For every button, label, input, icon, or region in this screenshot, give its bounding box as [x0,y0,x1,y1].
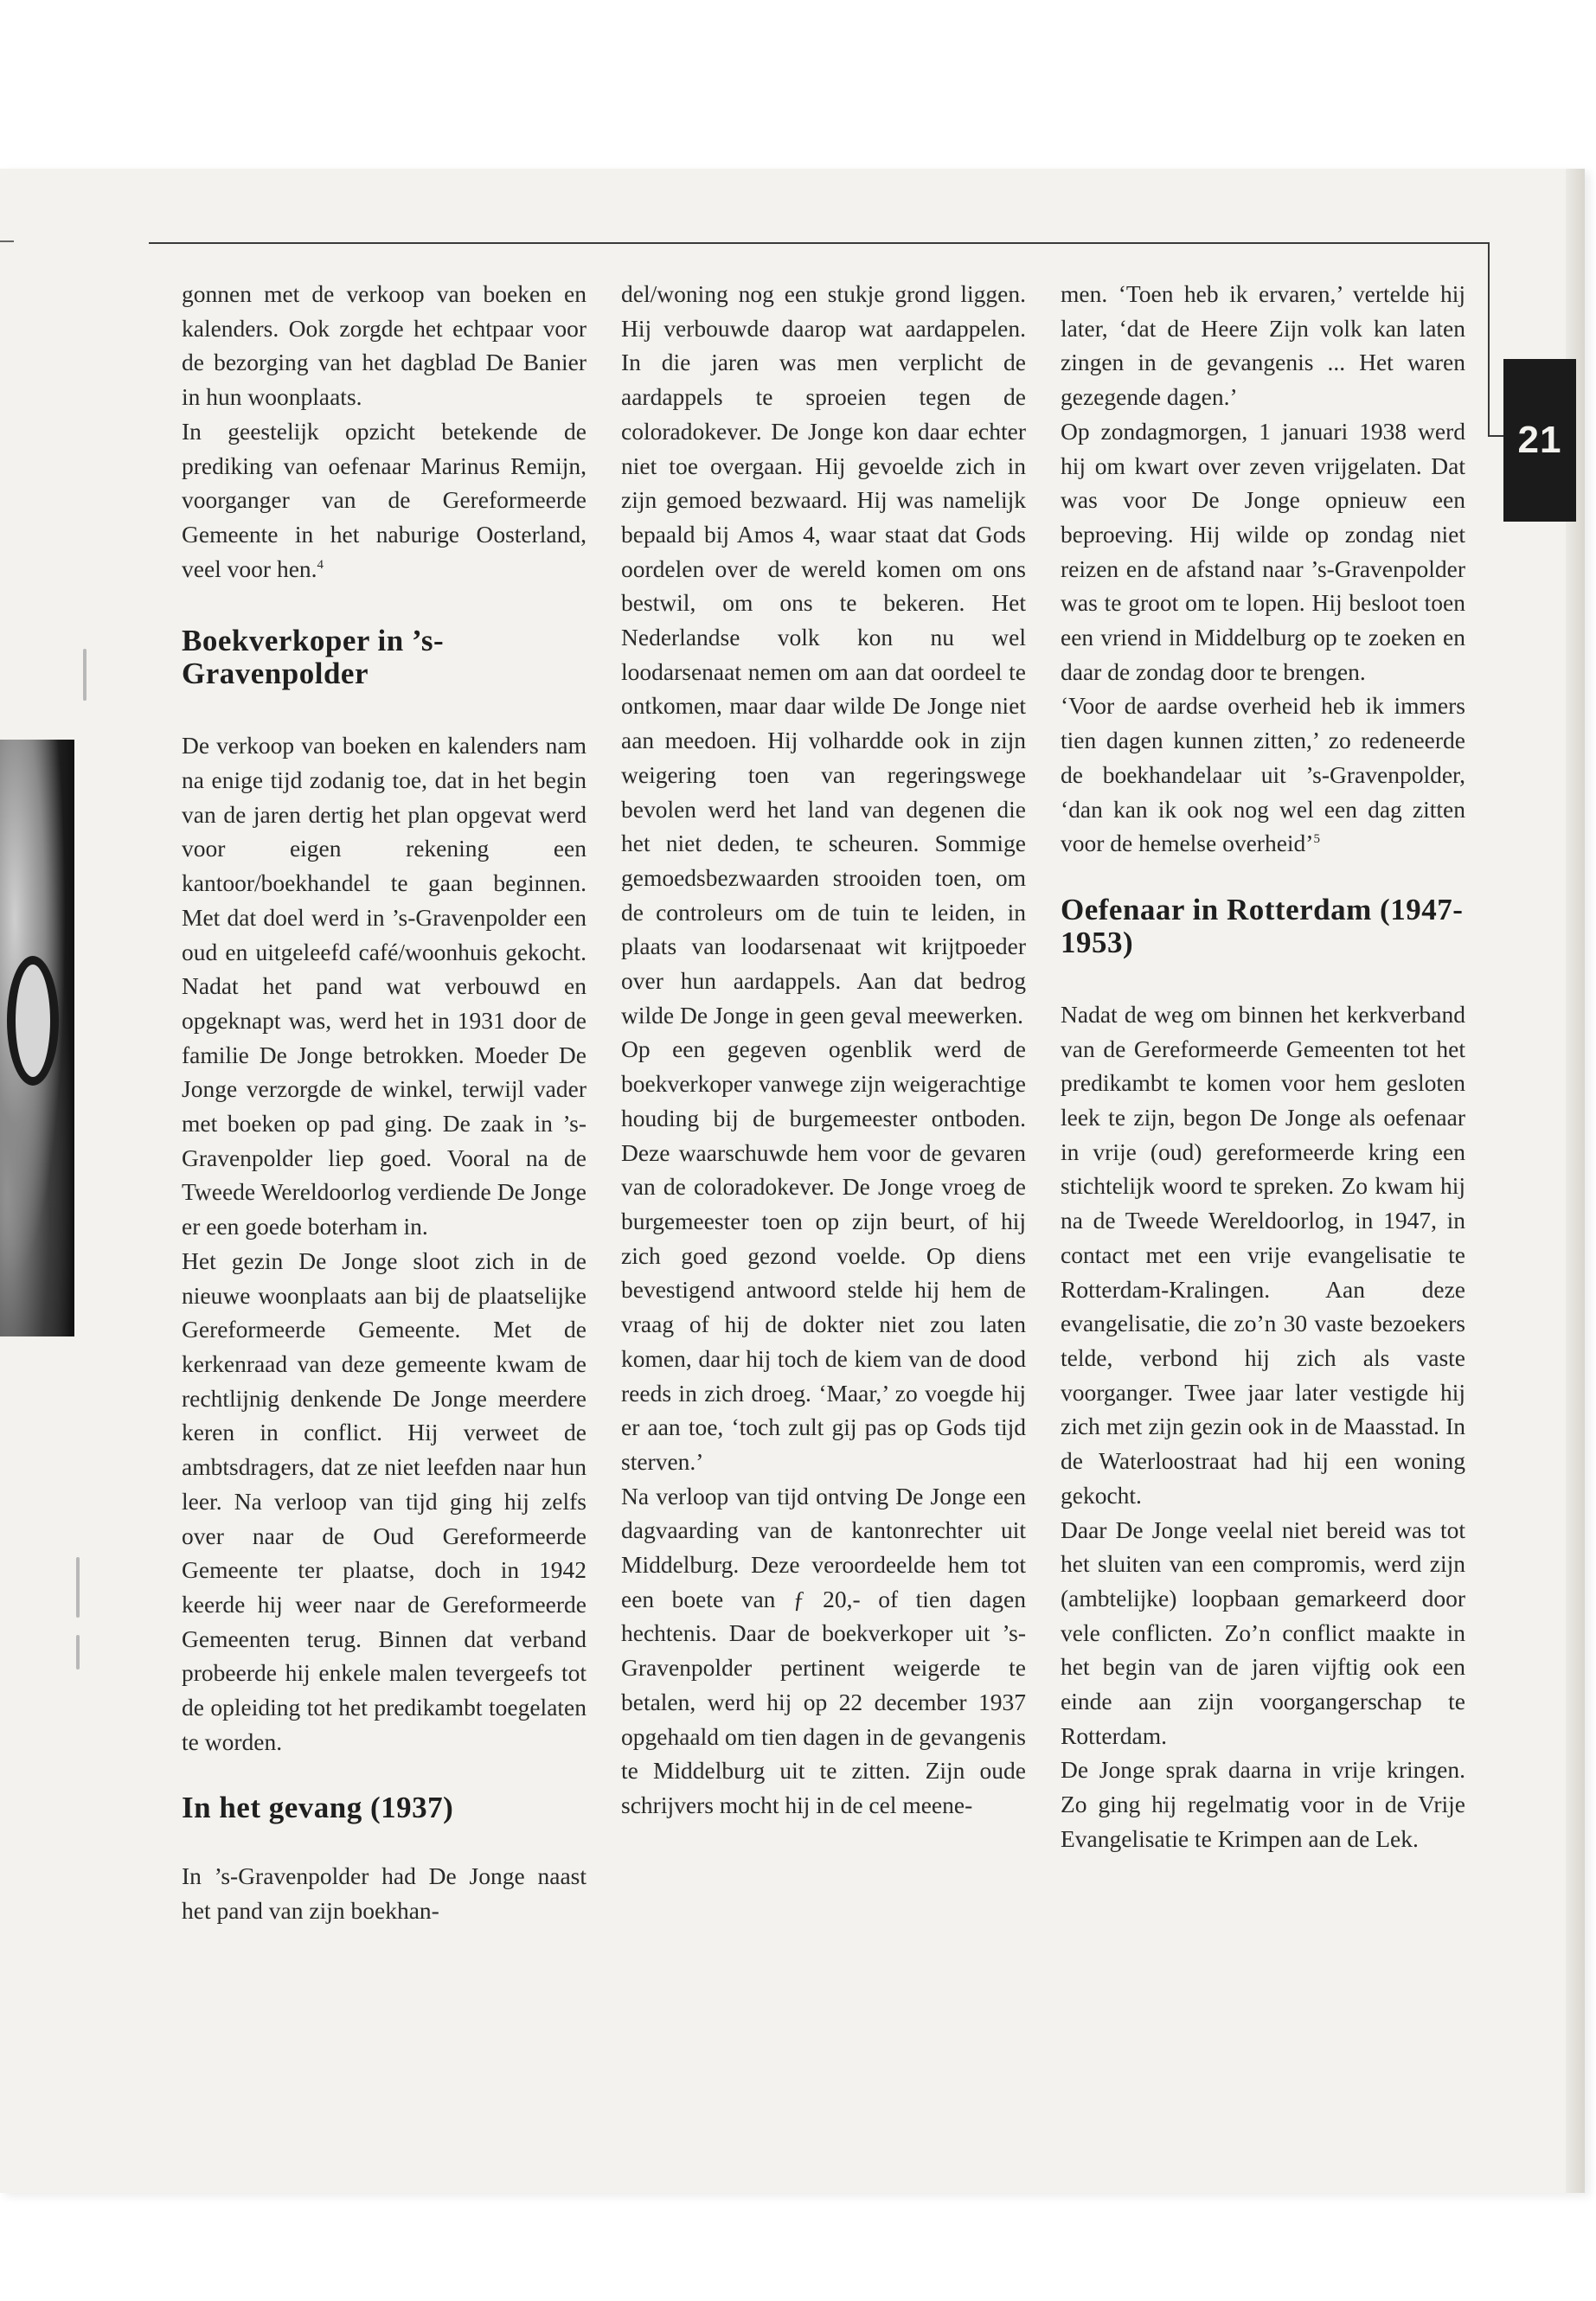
paragraph: Daar De Jonge veelal niet bereid was tot het sluiten van een compromis, werd zijn (ambtelijke) loopbaan gemarkeerd door vele conflicten. Zo’n conflict maakte in het begin van de jaren vijftig ook een einde aan zijn voorgangerschap te Rotterdam. [1061,1516,1465,1749]
paragraph: In ’s-Gravenpolder had De Jonge naast het pand van zijn boekhan- [182,1862,586,1925]
page-scratch-mark [76,1635,80,1670]
column-1 [182,277,586,1928]
left-page-rule [0,240,14,242]
section-heading: In het gevang (1937) [182,1791,454,1825]
page-scratch-mark [83,649,87,701]
tab-connector-rule [1488,435,1503,437]
page-scratch-mark [76,1557,80,1618]
paragraph: Op zondagmorgen, 1 januari 1938 werd hij om kwart over zeven vrijgelaten. Dat was voor De Jonge opnieuw een beproeving. Hij wilde op zondag niet reizen en de afstand naar ’s-Gravenpolder was te groot om te lopen. Hij besloot toen een vriend in Middelburg op te zoeken en daar de zondag door te brengen. [1061,417,1465,685]
footnote-marker: 5 [1313,832,1320,847]
page-number: 21 [1517,419,1562,461]
section-heading: Boekverkoper in ’s-Gravenpolder [182,624,445,691]
paragraph: Nadat de weg om binnen het kerkverband van de Gereformeerde Gemeenten tot het predikambt te komen voor hem gesloten leek te zijn, begon De Jonge als oefenaar in vrije (oud) gereformeerde kring een stichtelijk woord te spreken. Zo kwam hij na de Tweede Wereldoorlog, in 1947, in contact met een vrije evangelisatie te Rotterdam-Kralingen. Aan deze evangelisatie, die zo’n 30 vaste bezoekers telde, verbond hij zich als vaste voorganger. Twee jaar later vestigde hij zich met zijn gezin ook in de Maasstad. In de Waterloostraat had hij een woning gekocht. [1061,1000,1465,1509]
column-2 [621,277,1026,1823]
paragraph: In geestelijk opzicht betekende de prediking van oefenaar Marinus Remijn, voorganger van de Gereformeerde Gemeente in het naburige Oosterland, veel voor hen.$^4$ [182,417,586,582]
top-rule [149,242,1490,244]
paragraph: De Jonge sprak daarna in vrije kringen. Zo ging hij regelmatig voor in de Vrije Evangelisatie te Krimpen aan de Lek. [1061,1756,1465,1852]
paragraph: De verkoop van boeken en kalenders nam na enige tijd zodanig toe, dat in het begin van de jaren dertig het plan opgevat werd voor eigen rekening een kantoor/boekhandel te gaan beginnen. Met dat doel werd in ’s-Gravenpolder een oud en uitgeleefd café/woonhuis gekocht. Nadat het pand wat verbouwd en opgeknapt was, werd het in 1931 door de familie De Jonge betrokken. Moeder De Jonge verzorgde de winkel, terwijl vader met boeken op pad ging. De zaak in ’s-Gravenpolder liep goed. Vooral na de Tweede Wereldoorlog verdiende De Jonge er een goede boterham in. [182,732,586,1240]
right-rule [1488,242,1490,437]
paragraph: del/woning nog een stukje grond liggen. Hij verbouwde daarop wat aardappelen. In die jaren was men verplicht de aardappels te sproeien tegen de coloradokever. De Jonge kon daar echter niet toe overgaan. Hij gevoelde zich in zijn gemoed bezwaard. Hij was namelijk bepaald bij Amos 4, waar staat dat Gods oordelen over de wereld komen om ons bestwil, om ons te bekeren. Het Nederlandse volk kon nu wel loodarsenaat nemen om aan dat oordeel te ontkomen, maar daar wilde De Jonge niet aan meedoen. Hij volhardde ook in zijn weigering toen van regeringswege bevolen werd het land van degenen die het niet deden, te scheuren. Sommige gemoedsbezwaarden strooiden toen, om de controleurs om de tuin te leiden, in plaats van loodarsenaat wit krijtpoeder over hun aardappels. Aan dat bedrog wilde De Jonge in geen geval meewerken. [621,280,1026,1029]
paragraph: ‘Voor de aardse overheid heb ik immers tien dagen kunnen zitten,’ zo redeneerde de boekhandelaar uit ’s-Gravenpolder, ‘dan kan ik ook nog wel een dag zitten voor de hemelse overheid’$^5$ [1061,692,1465,857]
page-number-tab [1503,359,1576,522]
paragraph: men. ‘Toen heb ik ervaren,’ vertelde hij later, ‘dat de Heere Zijn volk kan laten zingen in de gevangenis ... Het waren gezegende dagen.’ [1061,280,1465,411]
section-heading: Oefenaar in Rotterdam (1947-1953) [1061,892,1464,959]
paragraph: Op een gegeven ogenblik werd de boekverkoper vanwege zijn weigerachtige houding bij de burgemeester ontboden. Deze waarschuwde hem voor de gevaren van de coloradokever. De Jonge vroeg de burgemeester toen op zijn beurt, of hij zich goed gezond voelde. Op diens bevestigend antwoord stelde hij hem de vraag of hij de dokter niet zou laten komen, daar hij toch de kiem van de dood reeds in zich droeg. ‘Maar,’ zo voegde hij er aan toe, ‘toch zult gij pas op Gods tijd sterven.’ [621,1035,1026,1475]
photo-ear-detail [7,956,59,1086]
column-3 [1061,277,1465,1856]
footnote-marker: 4 [317,557,324,572]
paragraph: Na verloop van tijd ontving De Jonge een dagvaarding van de kantonrechter uit Middelburg. Deze veroordeelde hem tot een boete van ƒ 20,- of tien dagen hechtenis. Daar de boekverkoper uit ’s-Gravenpolder pertinent weigerde te betalen, werd hij op 22 december 1937 opgehaald om tien dagen in de gevangenis te Middelburg uit te zitten. Zijn oude schrijvers mocht hij in de cel meene- [621,1482,1026,1818]
paragraph: Het gezin De Jonge sloot zich in de nieuwe woonplaats aan bij de plaatselijke Gereformeerde Gemeente. Met de kerkenraad van deze gemeente kwam de rechtlijnig denkende De Jonge meerdere keren in conflict. Hij verweet de ambtsdragers, dat ze niet leefden naar hun leer. Na verloop van tijd ging hij zelfs over naar de Oud Gereformeerde Gemeente ter plaatse, doch in 1942 keerde hij weer naar de Gereformeerde Gemeenten terug. Binnen dat verband probeerde hij enkele malen tevergeefs tot de opleiding tot het predikambt toegelaten te worden. [182,1247,586,1755]
paragraph: gonnen met de verkoop van boeken en kalenders. Ook zorgde het echtpaar voor de bezorging van het dagblad De Banier in hun woonplaats. [182,280,586,411]
portrait-photo-fragment [0,740,74,1336]
